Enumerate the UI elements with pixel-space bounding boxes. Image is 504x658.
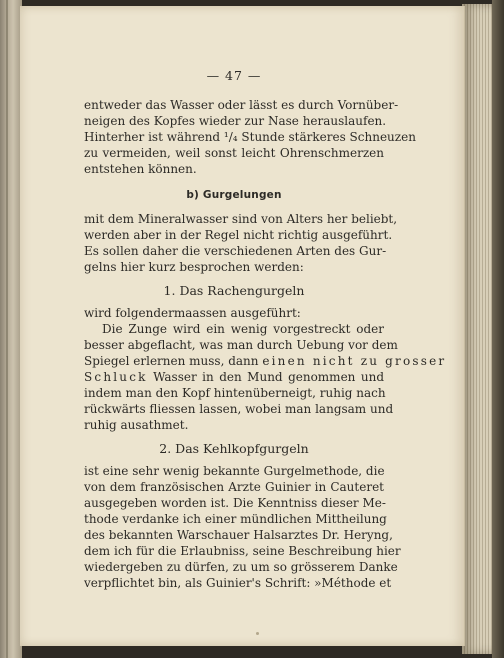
text-line: Es sollen daher die verschiedenen Arten des Gur- [84, 244, 387, 258]
text-run: Spiegel erlernen muss, dann [84, 354, 263, 368]
page-text [84, 68, 447, 591]
paragraph-4 [84, 463, 401, 591]
text-line: verpflichtet bin, als Guinier's Schrift: »Méthode et [84, 576, 392, 590]
paragraph-1 [84, 97, 416, 177]
text-line: Hinterher ist während ¹/₄ Stunde stärkeres Schneuzen [84, 130, 416, 144]
subheading-rachengurgeln: 1. Das Rachengurgeln [163, 283, 305, 298]
text-line: ist eine sehr wenig bekannte Gurgelmethode, die [84, 464, 385, 478]
text-line: dem ich für die Erlaubniss, seine Beschreibung hier [84, 544, 401, 558]
text-line: entweder das Wasser oder lässt es durch Vornüber- [84, 98, 399, 112]
text-line: gelns hier kurz besprochen werden: [84, 260, 304, 274]
text-line: werden aber in der Regel nicht richtig ausgeführt. [84, 228, 393, 242]
text-line: besser abgeflacht, was man durch Uebung vor dem [84, 338, 398, 352]
subheading-kehlkopfgurgeln: 2. Das Kehlkopfgurgeln [159, 441, 309, 456]
text-line: zu vermeiden, weil sonst leicht Ohrenschmerzen [84, 146, 384, 160]
text-line: von dem französischen Arzte Guinier in Cauteret [84, 480, 384, 494]
text-line: Die Zunge wird ein wenig vorgestreckt oder [102, 322, 384, 336]
text-line: rückwärts fliessen lassen, wobei man langsam und [84, 402, 394, 416]
section-heading-gurgelungen: b) Gurgelungen [186, 189, 282, 201]
page-number: — 47 — [206, 68, 262, 83]
text-line: entstehen können. [84, 162, 197, 176]
text-line: neigen des Kopfes wieder zur Nase herauslaufen. [84, 114, 387, 128]
paper-speck [256, 632, 259, 635]
text-line: mit dem Mineralwasser sind von Alters her beliebt, [84, 212, 398, 226]
text-line [84, 369, 384, 385]
text-run: Wasser in den Mund genommen und [147, 370, 384, 384]
text-line: des bekannten Warschauer Halsarztes Dr. Heryng, [84, 528, 393, 542]
left-binding [0, 0, 22, 658]
paragraph-2 [84, 211, 398, 275]
book-edge-shadow [492, 0, 504, 658]
text-line: thode verdanke ich einer mündlichen Mittheilung [84, 512, 387, 526]
paragraph-3 [84, 305, 447, 433]
text-line: indem man den Kopf hintenüberneigt, ruhig nach [84, 386, 386, 400]
text-line: wird folgendermaassen ausgeführt: [84, 306, 301, 320]
text-line: wiedergeben zu dürfen, zu um so grösserem Danke [84, 560, 398, 574]
text-line: ausgegeben worden ist. Die Kenntniss dieser Me- [84, 496, 386, 510]
text-line: ruhig ausathmet. [84, 418, 189, 432]
spaced-text: Schluck [84, 370, 148, 384]
text-line [84, 353, 447, 369]
spaced-text: einen nicht zu grosser [262, 354, 447, 368]
